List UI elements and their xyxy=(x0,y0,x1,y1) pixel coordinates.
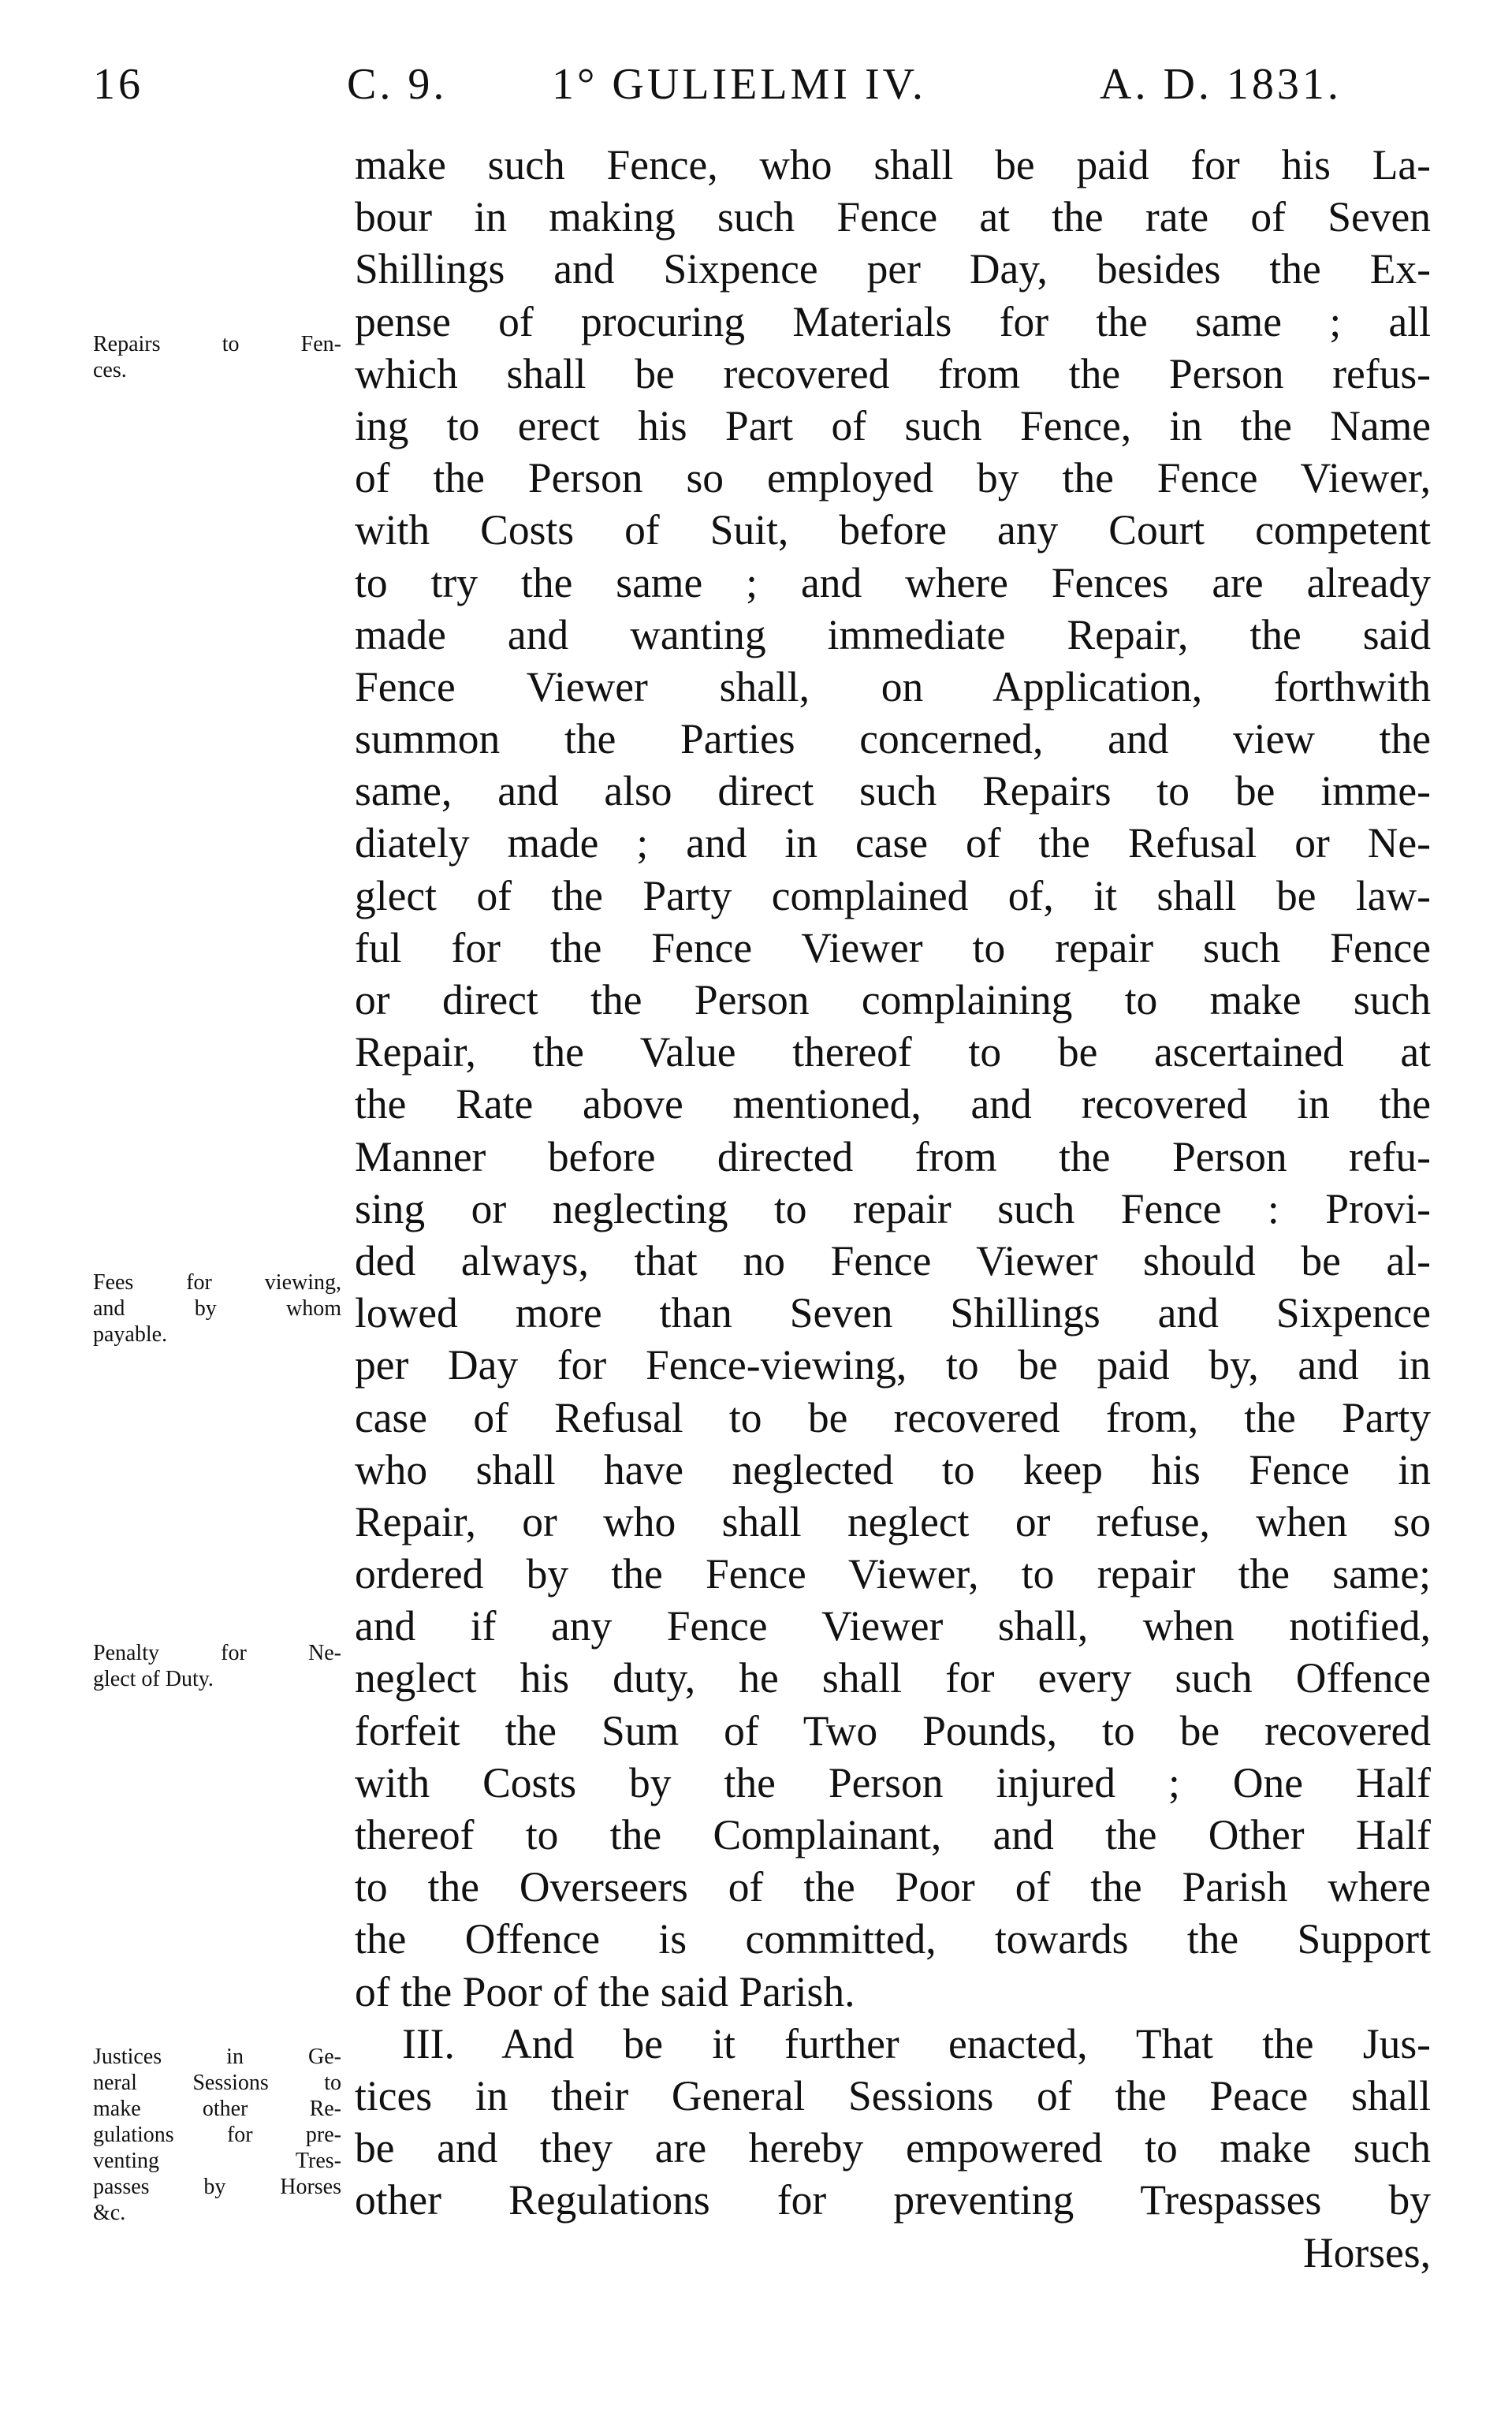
text-line: which shall be recovered from the Person refus- xyxy=(355,349,1431,397)
text-line: Manner before directed from the Person refu- xyxy=(355,1132,1431,1180)
margin-note-line: payable. xyxy=(93,1322,168,1347)
margin-note-line: venting Tres- xyxy=(93,2149,341,2173)
text-line: be and they are hereby empowered to make such xyxy=(355,2124,1431,2172)
text-line: with Costs by the Person injured ; One Half xyxy=(355,1758,1431,1806)
text-line: ordered by the Fence Viewer, to repair the same; xyxy=(355,1550,1431,1598)
text-line: who shall have neglected to keep his Fence in xyxy=(355,1445,1431,1493)
year-label: A. D. 1831. xyxy=(1100,60,1342,109)
text-line: same, and also direct such Repairs to be imme- xyxy=(355,767,1431,815)
margin-note-line: glect of Duty. xyxy=(93,1667,214,1691)
margin-note-line: ces. xyxy=(93,358,127,382)
text-line: or direct the Person complaining to make such xyxy=(355,976,1431,1023)
main-text-column xyxy=(355,139,1431,2279)
margin-note-penalty xyxy=(93,1640,341,1692)
margin-note-line: Justices in Ge- xyxy=(93,2045,341,2069)
text-line: made and wanting immediate Repair, the said xyxy=(355,610,1431,658)
text-line: to try the same ; and where Fences are already xyxy=(355,558,1431,606)
text-line: bour in making such Fence at the rate of Seven xyxy=(355,193,1431,241)
text-line: per Day for Fence-viewing, to be paid by, and in xyxy=(355,1341,1431,1389)
text-line: Fence Viewer shall, on Application, forthwith xyxy=(355,662,1431,710)
text-line: forfeit the Sum of Two Pounds, to be recovered xyxy=(355,1706,1431,1754)
margin-note-line: gulations for pre- xyxy=(93,2123,341,2147)
margin-note-line: &c. xyxy=(93,2201,126,2225)
margin-note-line: and by whom xyxy=(93,1296,341,1321)
running-header xyxy=(0,49,1512,120)
text-line: Repair, or who shall neglect or refuse, when so xyxy=(355,1497,1431,1545)
text-line: thereof to the Complainant, and the Other Half xyxy=(355,1811,1431,1858)
text-line: lowed more than Seven Shillings and Sixpence xyxy=(355,1289,1431,1337)
text-line: of the Person so employed by the Fence Viewer, xyxy=(355,454,1431,502)
text-line: glect of the Party complained of, it shall be law- xyxy=(355,871,1431,919)
section-heading-line: III. And be it further enacted, That the Jus- xyxy=(402,2019,1431,2067)
margin-note-line: neral Sessions to xyxy=(93,2071,341,2095)
text-line: case of Refusal to be recovered from, the Party xyxy=(355,1393,1431,1441)
text-line: the Rate above mentioned, and recovered in the xyxy=(355,1080,1431,1128)
text-line: pense of procuring Materials for the same ; all xyxy=(355,297,1431,345)
text-line: other Regulations for preventing Trespasses by xyxy=(355,2176,1431,2224)
margin-note-justices xyxy=(93,2044,341,2226)
text-line: sing or neglecting to repair such Fence : Provi- xyxy=(355,1184,1431,1232)
text-line: and if any Fence Viewer shall, when notified, xyxy=(355,1602,1431,1650)
margin-note-line: Penalty for Ne- xyxy=(93,1641,341,1665)
margin-note-fees xyxy=(93,1269,341,1348)
text-line: to the Overseers of the Poor of the Parish where xyxy=(355,1863,1431,1911)
page-number: 16 xyxy=(93,60,143,109)
text-line: with Costs of Suit, before any Court competent xyxy=(355,506,1431,554)
text-line: ful for the Fence Viewer to repair such Fence xyxy=(355,923,1431,971)
text-line: Repair, the Value thereof to be ascertained at xyxy=(355,1028,1431,1076)
text-line: make such Fence, who shall be paid for his La- xyxy=(355,141,1431,188)
margin-note-repairs xyxy=(93,331,341,383)
margin-note-line: passes by Horses xyxy=(93,2175,341,2199)
text-line: of the Poor of the said Parish. xyxy=(355,1967,855,2015)
text-line: Shillings and Sixpence per Day, besides the Ex- xyxy=(355,245,1431,293)
catchword: Horses, xyxy=(1303,2228,1431,2276)
margin-note-line: Fees for viewing, xyxy=(93,1270,341,1295)
chapter-number: C. 9. xyxy=(347,60,448,109)
text-line: diately made ; and in case of the Refusal or Ne- xyxy=(355,819,1431,867)
text-line: ing to erect his Part of such Fence, in the Name xyxy=(355,401,1431,449)
text-line: summon the Parties concerned, and view the xyxy=(355,715,1431,763)
text-line: the Offence is committed, towards the Support xyxy=(355,1915,1431,1963)
text-line: tices in their General Sessions of the Peace shall xyxy=(355,2071,1431,2119)
reign-title: 1° GULIELMI IV. xyxy=(552,60,926,109)
text-line: ded always, that no Fence Viewer should be al- xyxy=(355,1236,1431,1284)
margin-note-line: Repairs to Fen- xyxy=(93,332,341,356)
text-line: neglect his duty, he shall for every such Offence xyxy=(355,1654,1431,1702)
margin-note-line: make other Re- xyxy=(93,2097,341,2121)
